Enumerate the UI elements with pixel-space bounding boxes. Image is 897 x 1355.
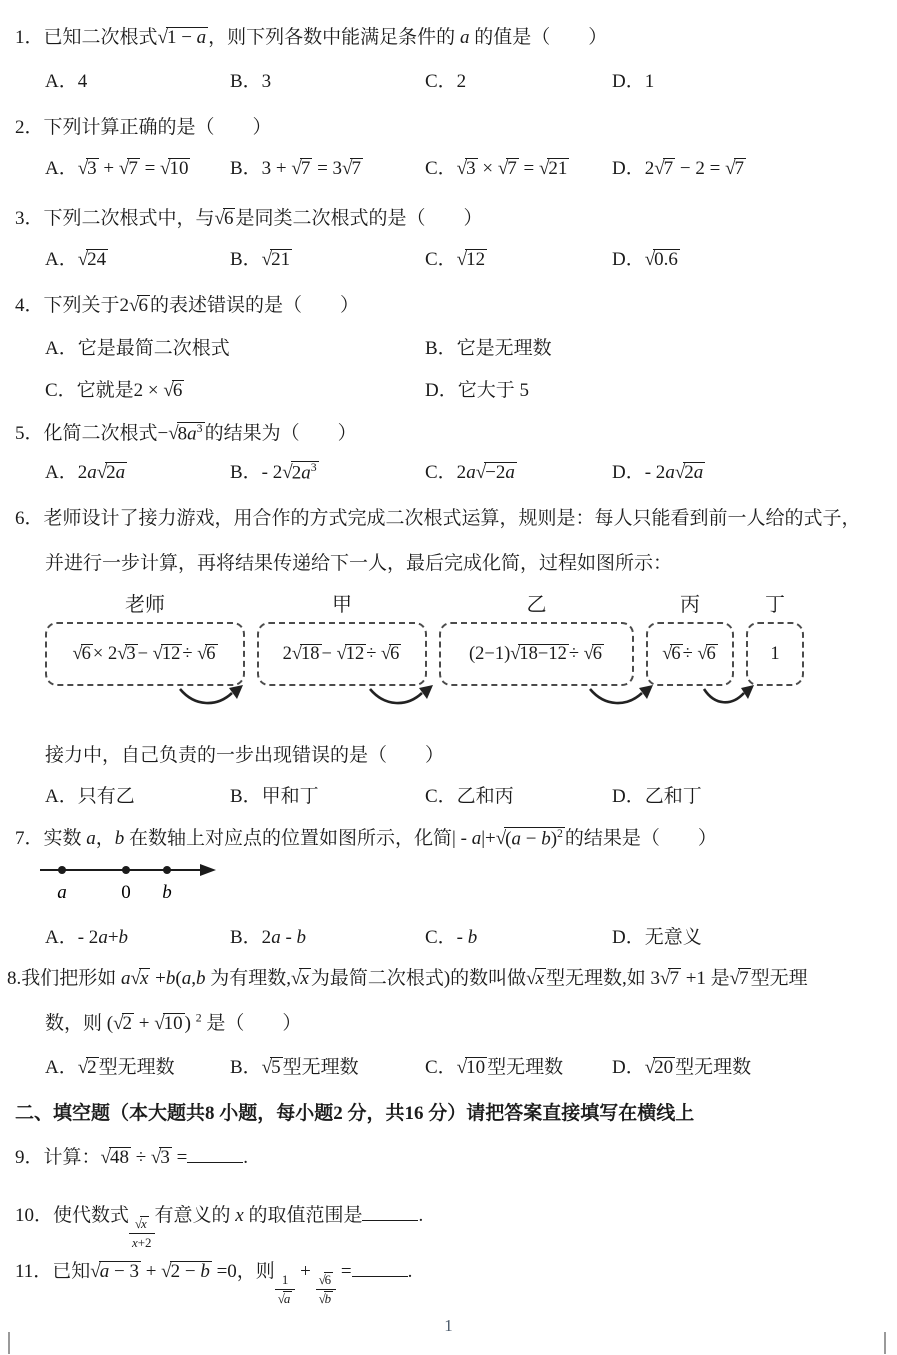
question-6-number: 6． xyxy=(15,508,44,529)
question-2-stem xyxy=(15,112,891,139)
relay-arrow-icon xyxy=(365,682,437,708)
page-number: 1 xyxy=(444,1316,453,1335)
question-9-number: 9． xyxy=(15,1147,44,1168)
question-7-text: 实数 a，b 在数轴上对应点的位置如图所示，化简| - $a|+√(a - b)^2$ 的结果是（ ） xyxy=(43,826,717,849)
question-7-option-b: B．2a - b xyxy=(230,927,307,948)
relay-person-label-yi: 乙 xyxy=(526,594,547,616)
relay-arrow-icon xyxy=(585,682,657,708)
question-4-option-c: C．它就是2 × √6 xyxy=(45,380,183,401)
relay-expression-box-teacher: √ 6 × 2√ 3 − √ 12 ÷ √ 6 xyxy=(45,622,245,686)
question-8-stem-line-1 xyxy=(7,963,891,990)
number-line-svg xyxy=(40,858,240,906)
question-2-option-a: A．√3 + √7 = √10 xyxy=(45,158,189,179)
question-3-options xyxy=(45,244,891,271)
question-7-number: 7． xyxy=(15,828,44,849)
question-6-stem-line-1 xyxy=(15,503,891,530)
question-10-text: 使代数式 $\frac{√x}{x+2}$ 有意义的 x 的取值范围是 . xyxy=(53,1205,423,1226)
number-line-figure xyxy=(40,858,240,912)
question-1-option-d: D．1 xyxy=(612,71,655,92)
relay-person-label-bing: 丙 xyxy=(680,594,700,616)
question-5-options xyxy=(45,457,891,484)
question-8-options xyxy=(45,1052,891,1079)
question-6-options xyxy=(45,781,891,808)
relay-arrow-icon xyxy=(700,682,758,708)
relay-person-label-jia: 甲 xyxy=(332,594,352,616)
question-2-option-c: C．√3 × √7 = √21 xyxy=(425,158,568,179)
page-corner-mark-left xyxy=(8,1332,10,1354)
relay-person-label-ding: 丁 xyxy=(765,594,785,616)
question-8-stem-line-2 xyxy=(45,1008,891,1035)
question-1-stem xyxy=(15,22,891,49)
question-7-option-d: D．无意义 xyxy=(612,927,702,948)
relay-expression-boxes xyxy=(45,622,820,686)
question-2-option-d: D．2√7 − 2 = √7 xyxy=(612,158,745,179)
question-10 xyxy=(15,1200,891,1251)
question-6-option-b: B．甲和丁 xyxy=(230,786,319,807)
relay-person-labels xyxy=(45,588,820,617)
question-3-option-a: A．√24 xyxy=(45,249,107,270)
question-5-option-a: A．2a√2a xyxy=(45,462,126,483)
question-3-stem xyxy=(15,203,891,230)
question-8-text-1: 我们把形如 a√x +b(a,b 为有理数,√x 为最简二次根式)的数叫做√x 型无理数,如 3√7 +1 是√7 型无理 xyxy=(21,968,808,989)
relay-arrow-icon xyxy=(175,682,247,708)
question-5-option-b: B．- $2√2a^3$ xyxy=(230,460,317,483)
question-3-option-d: D．√0.6 xyxy=(612,249,678,270)
question-6-text-1: 老师设计了接力游戏，用合作的方式完成二次根式运算，规则是：每人只能看到前一人给的式子， xyxy=(43,508,861,529)
question-6-option-c: C．乙和丙 xyxy=(425,786,514,807)
number-line-point-b xyxy=(163,866,171,874)
question-6-option-a: A．只有乙 xyxy=(45,786,135,807)
question-1-options xyxy=(45,66,891,93)
question-4-stem xyxy=(15,290,891,317)
question-11-text: 已知√a − 3 + √2 − b =0，则 $\frac{1}{√a}$ + $\frac{√6}{√b}$ = . xyxy=(52,1261,412,1282)
question-6-option-d: D．乙和丁 xyxy=(612,786,702,807)
question-6-stem-line-2 xyxy=(45,548,891,575)
number-line-label-a: a xyxy=(57,882,67,903)
question-11-number: 11． xyxy=(15,1261,53,1282)
question-3-option-c: C．√12 xyxy=(425,249,486,270)
question-3-option-b: B．√21 xyxy=(230,249,291,270)
question-4-option-b: B．它是无理数 xyxy=(425,338,552,359)
relay-expression-box-yi: (2−1)√ 18−12 ÷ √ 6 xyxy=(439,622,634,686)
question-3-text: 下列二次根式中，与√6 是同类二次根式的是（ ） xyxy=(43,208,483,229)
question-5-number: 5． xyxy=(15,423,44,444)
question-1-option-b: B．3 xyxy=(230,71,272,92)
relay-diagram xyxy=(45,588,820,728)
question-5-option-c: C．2a√−2a xyxy=(425,462,515,483)
question-10-number: 10． xyxy=(15,1205,54,1226)
question-1-text: 已知二次根式√1 − a ，则下列各数中能满足条件的 a 的值是（ ） xyxy=(43,27,608,48)
question-4-text: 下列关于2√6 的表述错误的是（ ） xyxy=(43,295,359,316)
question-6-text-2: 并进行一步计算，再将结果传递给下一人，最后完成化简，过程如图所示： xyxy=(45,553,673,574)
number-line-arrowhead-icon xyxy=(200,864,216,876)
question-1-option-c: C．2 xyxy=(425,71,467,92)
question-2-text: 下列计算正确的是（ ） xyxy=(43,117,272,138)
question-2-options xyxy=(45,153,891,180)
question-4-options-row-2 xyxy=(45,375,891,402)
question-5-stem xyxy=(15,418,891,445)
number-line-label-b: b xyxy=(162,882,172,903)
number-line-label-0: 0 xyxy=(121,882,131,903)
relay-expression-box-bing: √ 6 ÷ √ 6 xyxy=(646,622,734,686)
question-4-options-row-1 xyxy=(45,333,891,360)
question-7-option-a: A．- 2a+b xyxy=(45,927,129,948)
question-1-number: 1． xyxy=(15,27,44,48)
page-corner-mark-right xyxy=(884,1332,886,1354)
number-line-point-0 xyxy=(122,866,130,874)
question-9 xyxy=(15,1142,891,1169)
question-11 xyxy=(15,1256,891,1307)
question-2-option-b: B．3 + √7 = 3√7 xyxy=(230,158,361,179)
question-1-option-a: A．4 xyxy=(45,71,88,92)
question-7-stem xyxy=(15,823,891,850)
number-line-point-a xyxy=(58,866,66,874)
question-9-text: 计算：√48 ÷ √3 = . xyxy=(44,1147,249,1168)
question-8-number: 8. xyxy=(7,968,22,989)
question-7-options xyxy=(45,922,891,949)
relay-expression-box-jia: 2√ 18 − √ 12 ÷ √ 6 xyxy=(257,622,427,686)
question-8-option-d: D．√20 型无理数 xyxy=(612,1057,752,1078)
question-4-option-d: D．它大于 5 xyxy=(425,380,529,401)
question-3-number: 3． xyxy=(15,208,44,229)
question-6-text-3: 接力中，自己负责的一步出现错误的是（ ） xyxy=(45,745,445,766)
question-2-number: 2． xyxy=(15,117,44,138)
question-8-option-b: B．√5 型无理数 xyxy=(230,1057,359,1078)
section-2-heading: 二、填空题（本大题共8 小题，每小题2 分，共16 分）请把答案直接填写在横线上 xyxy=(15,1103,695,1124)
question-8-option-c: C．√10 型无理数 xyxy=(425,1057,564,1078)
question-8-option-a: A．√2 型无理数 xyxy=(45,1057,175,1078)
relay-expression-box-ding: 1 xyxy=(746,622,804,686)
question-5-option-d: D．- 2a√2a xyxy=(612,462,704,483)
question-8-text-2: 数，则 (√2 + √10 ) $^2$ 是（ ） xyxy=(45,1011,302,1034)
relay-person-label-teacher: 老师 xyxy=(125,594,165,616)
question-7-option-c: C．- b xyxy=(425,927,478,948)
question-4-number: 4． xyxy=(15,295,44,316)
question-5-text: 化简二次根式$-√8a^3$ 的结果为（ ） xyxy=(43,421,357,444)
question-4-option-a: A．它是最简二次根式 xyxy=(45,338,230,359)
question-6-stem-line-3 xyxy=(45,740,891,767)
